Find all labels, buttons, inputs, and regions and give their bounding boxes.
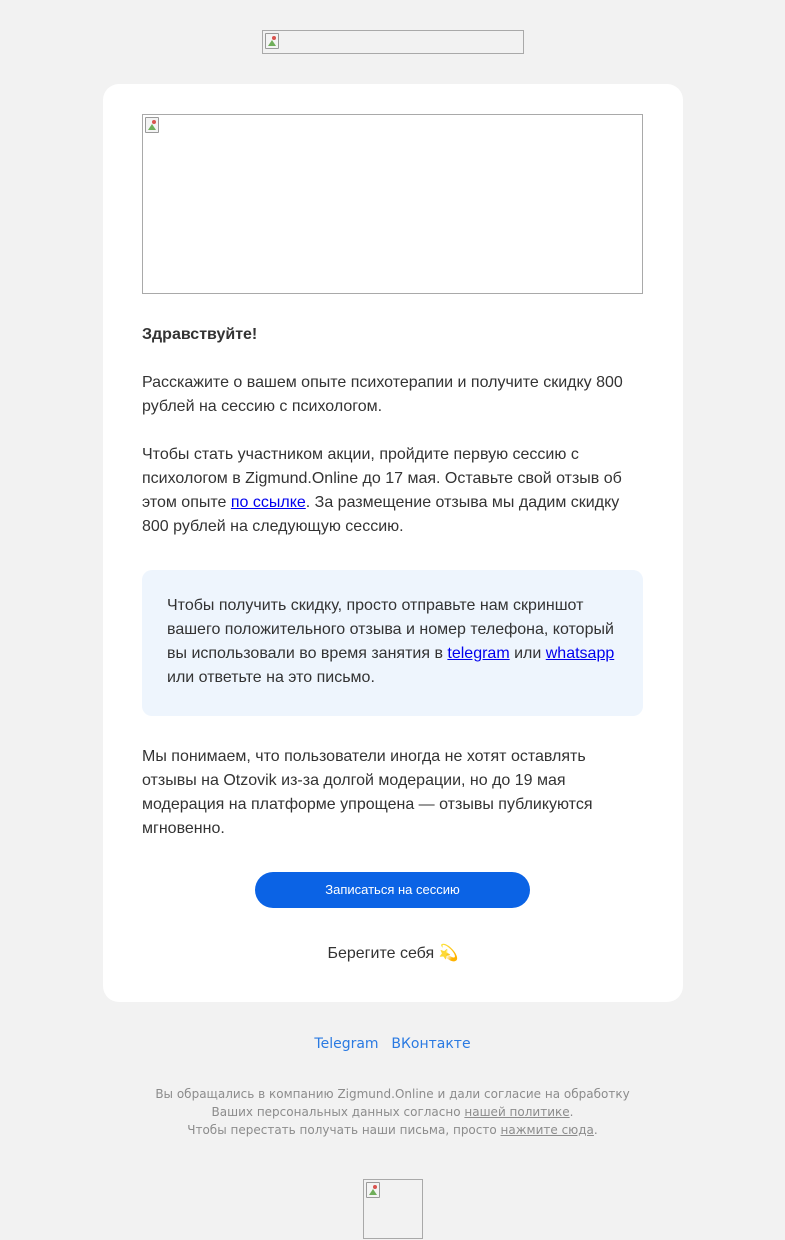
whatsapp-link[interactable]: whatsapp xyxy=(545,645,615,662)
instructions-note xyxy=(142,570,643,716)
footer-logo-image xyxy=(363,1179,423,1239)
conditions-paragraph xyxy=(142,443,643,539)
header-logo-image xyxy=(262,30,524,54)
hero-image xyxy=(142,114,643,294)
moderation-paragraph: Мы понимаем, что пользователи иногда не хотят оставлять отзывы на Otzovik из-за долгой модерации, но до 19 мая модерация на платформе упрощена — отзывы публикуются мгновенно. xyxy=(142,748,593,837)
conditions-text: Чтобы стать участником акции, пройдите первую сессию с психологом в Zigmund.Online до 17 мая. Оставьте свой отзыв об этом опыте xyxy=(142,446,622,511)
broken-image-icon xyxy=(366,1182,380,1198)
note-text: Чтобы получить скидку, просто отправьте нам скриншот вашего положительного отзыва и номер телефона, который вы использовали во время занятия в xyxy=(167,597,614,662)
footer-telegram-link[interactable]: Telegram xyxy=(314,1036,379,1052)
review-link[interactable]: по ссылке xyxy=(230,494,306,511)
broken-image-icon xyxy=(145,117,159,133)
conditions-text-end: . За размещение отзыва мы дадим скидку 800 рублей на следующую сессию. xyxy=(142,494,620,535)
footer-vk-link[interactable]: ВКонтакте xyxy=(391,1036,471,1052)
book-session-button[interactable]: Записаться на сессию xyxy=(255,872,530,908)
unsubscribe-text: Чтобы перестать получать наши письма, просто xyxy=(187,1123,501,1137)
greeting: Здравствуйте! xyxy=(142,326,258,343)
legal-consent-text: Вы обращались в компанию Zigmund.Online и дали согласие на обработку Ваших персональных данных согласно xyxy=(155,1087,630,1119)
intro-paragraph: Расскажите о вашем опыте психотерапии и получите скидку 800 рублей на сессию с психологом. xyxy=(142,374,623,415)
legal-notice xyxy=(140,1085,645,1139)
unsubscribe-link[interactable]: нажмите сюда xyxy=(500,1123,594,1137)
social-links xyxy=(0,1032,785,1055)
note-text-end: или ответьте на это письмо. xyxy=(167,669,375,686)
legal-consent-end: . xyxy=(569,1105,574,1119)
broken-image-icon xyxy=(265,33,279,49)
telegram-link[interactable]: telegram xyxy=(447,645,510,662)
unsubscribe-end: . xyxy=(593,1123,598,1137)
signoff-text: Берегите себя 💫 xyxy=(327,945,459,962)
privacy-policy-link[interactable]: нашей политике xyxy=(464,1105,570,1119)
note-text-or: или xyxy=(509,645,546,662)
